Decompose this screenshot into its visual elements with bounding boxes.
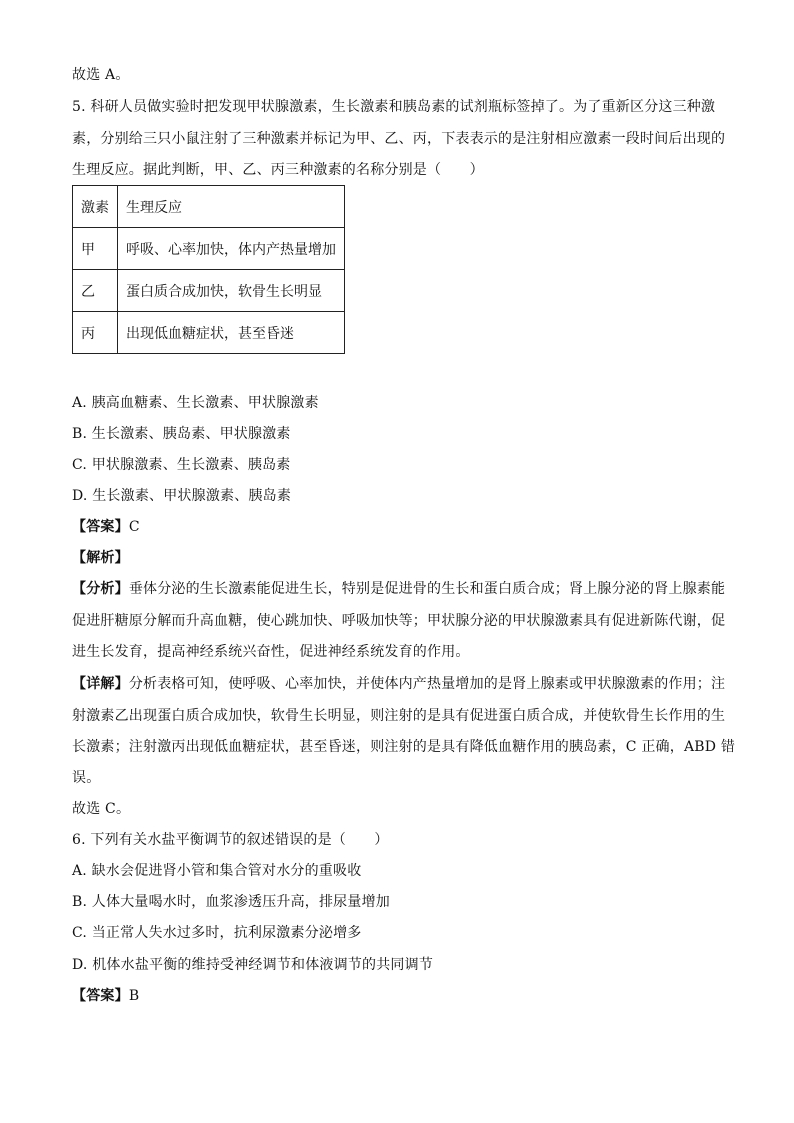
table-cell-reaction: 出现低血糖症状，甚至昏迷	[118, 312, 345, 354]
fenxi-label: 【分析】	[72, 581, 129, 597]
analysis-label: 【解析】	[72, 550, 129, 566]
table-header-reaction: 生理反应	[118, 186, 345, 228]
table-row	[73, 228, 345, 270]
xiangjie-label: 【详解】	[72, 676, 129, 692]
answer-2-value: B	[128, 988, 140, 1004]
xiangjie-line-1	[72, 673, 726, 695]
table-cell-reaction: 呼吸、心率加快，体内产热量增加	[118, 228, 345, 270]
table-cell-hormone: 乙	[73, 270, 118, 312]
question-6-option-d: D. 机体水盐平衡的维持受神经调节和体液调节的共同调节	[72, 957, 434, 973]
table-row	[73, 270, 345, 312]
answer-2-label: 【答案】	[72, 988, 129, 1004]
table-row	[73, 312, 345, 354]
answer-value: C	[128, 519, 140, 535]
xiangjie-text-1: 分析表格可知，使呼吸、心率加快，并使体内产热量增加的是肾上腺素或甲状腺激素的作用；注	[128, 676, 726, 692]
table-header-hormone: 激素	[73, 186, 118, 228]
answer-label: 【答案】	[72, 519, 129, 535]
table-header-row	[73, 186, 345, 228]
question-6-option-b: B. 人体大量喝水时，血浆渗透压升高，排尿量增加	[72, 894, 390, 910]
xiangjie-line-3: 长激素；注射激丙出现低血糖症状，甚至昏迷，则注射的是具有降低血糖作用的胰岛素，C 正确，ABD 错	[72, 739, 736, 755]
choice-c-line: 故选 C。	[72, 801, 131, 817]
option-a: A. 胰高血糖素、生长激素、甲状腺激素	[72, 395, 319, 411]
answer-line	[72, 516, 722, 538]
question-6-line-1: 6. 下列有关水盐平衡调节的叙述错误的是（ ）	[72, 832, 389, 848]
question-6-option-a: A. 缺水会促进肾小管和集合管对水分的重吸收	[72, 863, 362, 879]
question-5-line-1: 5. 科研人员做实验时把发现甲状腺激素，生长激素和胰岛素的试剂瓶标签掉了。为了重新区分这三种激	[72, 99, 716, 115]
hormone-table	[72, 185, 345, 354]
option-b: B. 生长激素、胰岛素、甲状腺激素	[72, 426, 291, 442]
table-cell-hormone: 丙	[73, 312, 118, 354]
question-6-option-c: C. 当正常人失水过多时，抗利尿激素分泌增多	[72, 925, 362, 941]
fenxi-line-1	[72, 578, 726, 600]
xiangjie-line-4: 误。	[72, 770, 101, 786]
table-cell-reaction: 蛋白质合成加快，软骨生长明显	[118, 270, 345, 312]
option-c: C. 甲状腺激素、生长激素、胰岛素	[72, 457, 291, 473]
fenxi-text-1: 垂体分泌的生长激素能促进生长，特别是促进骨的生长和蛋白质合成；肾上腺分泌的肾上腺素能	[128, 581, 726, 597]
previous-choice-line: 故选 A。	[72, 67, 130, 83]
option-d: D. 生长激素、甲状腺激素、胰岛素	[72, 488, 292, 504]
question-5-line-3: 生理反应。据此判断，甲、乙、丙三种激素的名称分别是（ ）	[72, 162, 484, 178]
xiangjie-line-2: 射激素乙出现蛋白质合成加快，软骨生长明显，则注射的是具有促进蛋白质合成，并使软骨生长作用的生	[72, 708, 726, 724]
question-5-line-2: 素，分别给三只小鼠注射了三种激素并标记为甲、乙、丙，下表表示的是注射相应激素一段时间后出现的	[72, 131, 726, 147]
answer-2-line	[72, 985, 722, 1007]
fenxi-line-3: 进生长发育，提高神经系统兴奋性，促进神经系统发育的作用。	[72, 644, 470, 660]
fenxi-line-2: 促进肝糖原分解而升高血糖，使心跳加快、呼吸加快等；甲状腺分泌的甲状腺激素具有促进新陈代谢，促	[72, 613, 726, 629]
table-cell-hormone: 甲	[73, 228, 118, 270]
